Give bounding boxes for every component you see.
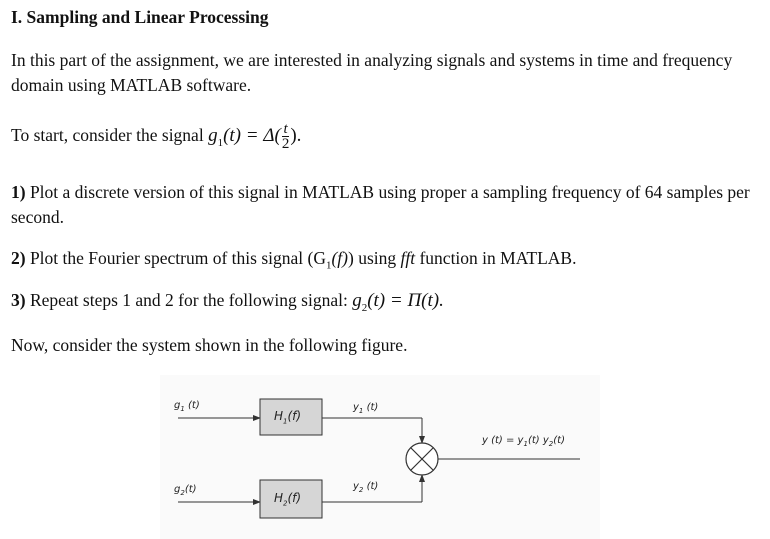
step-3-paragraph (11, 288, 751, 321)
fft-keyword: fft (400, 248, 416, 268)
g2-subscript: 2 (361, 301, 368, 314)
step-2-text-c: function in MATLAB. (415, 248, 577, 268)
step-1-text: Plot a discrete version of this signal in MATLAB using proper a sampling frequency of 64 samples per second. (11, 182, 750, 227)
g1-close: ). (290, 124, 302, 146)
start-paragraph (11, 122, 751, 156)
fraction-numerator: t (283, 121, 288, 137)
system-block-diagram (160, 375, 600, 539)
section-heading: I. Sampling and Linear Processing (11, 7, 269, 27)
step-2-text-a: Plot the Fourier spectrum of this signal ( (29, 248, 314, 268)
step-2-paragraph (11, 246, 751, 279)
h1-label: $H_1(f)$ (274, 409, 302, 426)
start-prefix: To start, consider the signal (11, 124, 204, 145)
step-3-text: Repeat steps 1 and 2 for the following signal: (29, 290, 348, 310)
input-1-label: $g_1$ (t) (174, 400, 200, 413)
signal-g2-equation (352, 290, 444, 314)
figure-background (160, 375, 600, 539)
spectrum-argument: (f) (331, 248, 348, 268)
step-2-text-b: ) using (348, 248, 401, 268)
step-1-paragraph (11, 180, 751, 230)
signal-g1-equation (208, 121, 302, 152)
g2-symbol: g (352, 290, 362, 311)
h2-label: $H_2(f)$ (274, 491, 302, 508)
g2-rhs: (t) = Π(t). (367, 290, 444, 311)
fraction-denominator: 2 (281, 136, 290, 152)
g1-symbol: g (208, 124, 218, 146)
spectrum-subscript: 1 (325, 259, 332, 272)
now-paragraph: Now, consider the system shown in the following figure. (11, 335, 408, 355)
spectrum-symbol: G (313, 248, 326, 268)
diagram-lines (160, 375, 600, 539)
y1-label: $y_1$ (t) (353, 402, 379, 415)
fraction (282, 122, 290, 151)
g1-argument: (t) = Δ( (223, 124, 281, 146)
step-1-number: 1) (11, 182, 26, 202)
intro-paragraph: In this part of the assignment, we are interested in analyzing signals and systems in time and frequency domain using MATLAB software. (11, 50, 733, 95)
step-2-number: 2) (11, 248, 26, 268)
output-label: y $(t) = y_1(t)$ $y_2(t)$ (482, 435, 565, 448)
y2-label: $y_2$ (t) (353, 481, 379, 494)
input-2-label: $g_2(t)$ (174, 484, 197, 497)
g1-subscript: 1 (217, 136, 224, 149)
step-3-number: 3) (11, 290, 26, 310)
